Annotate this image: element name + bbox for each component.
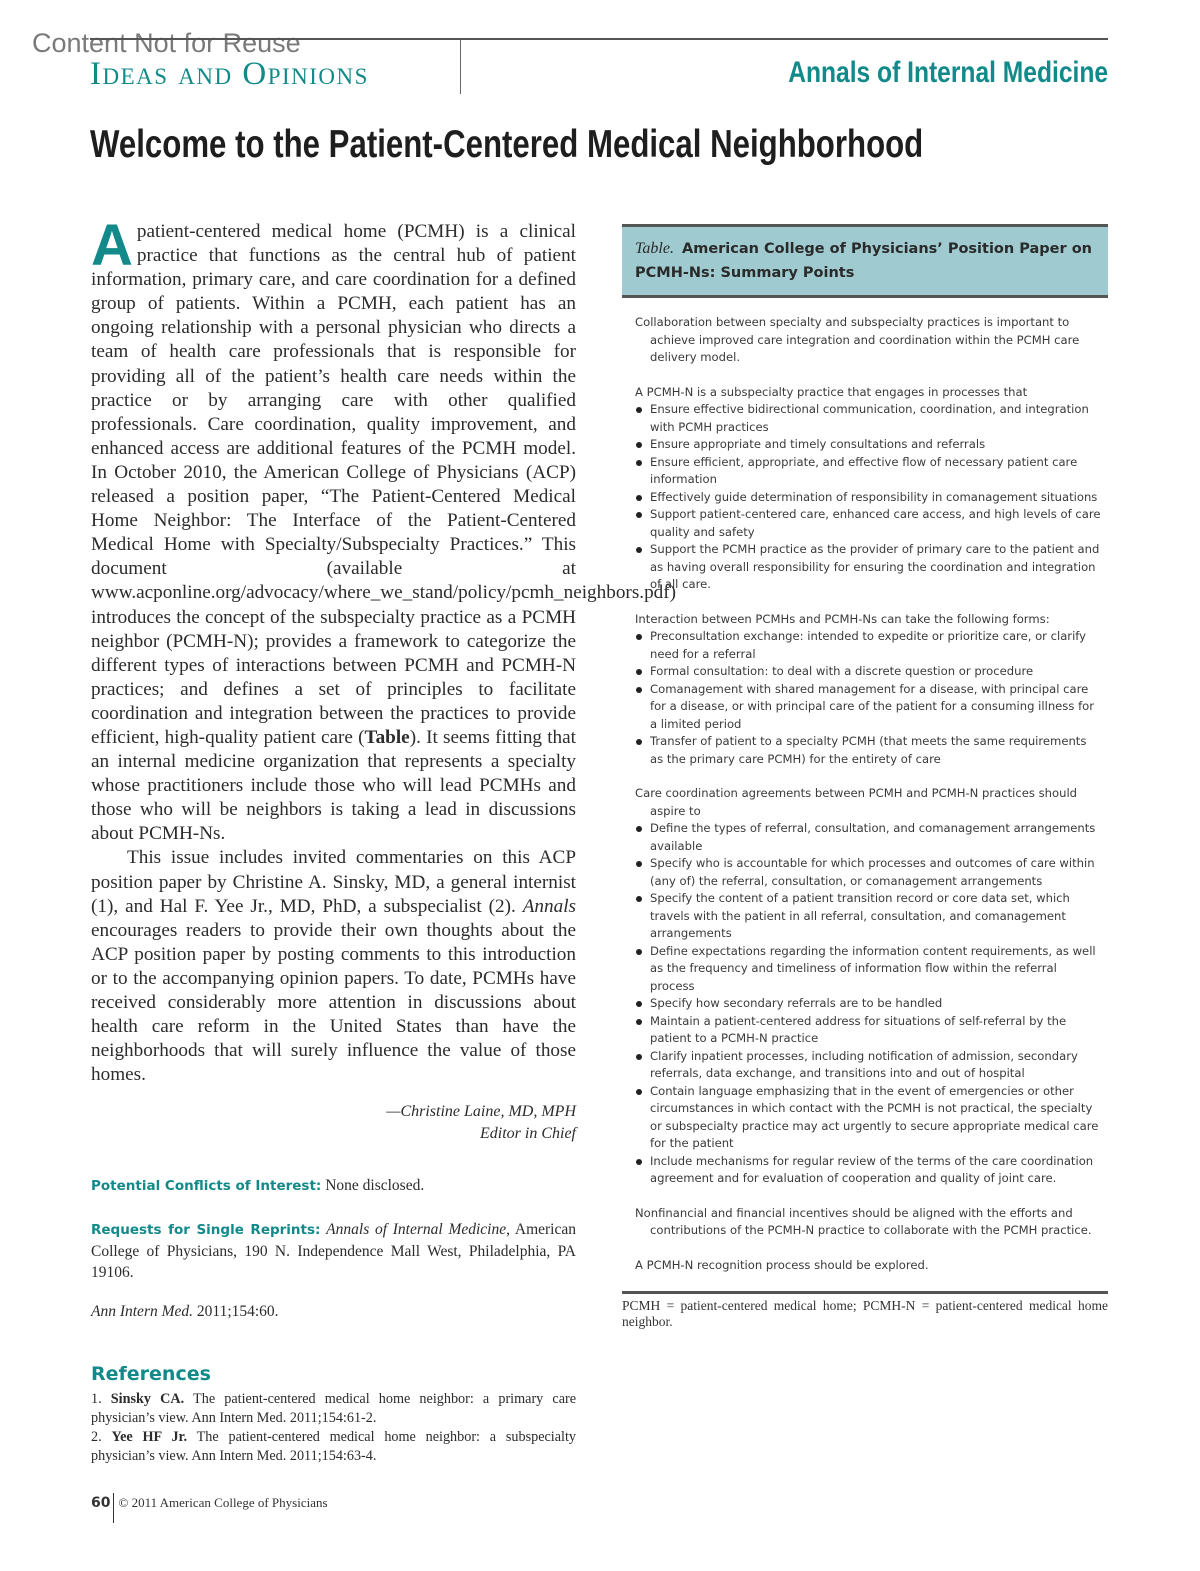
table-bullet-item: Ensure appropriate and timely consultations and referrals bbox=[635, 436, 1102, 454]
summary-table bbox=[622, 224, 1108, 1330]
table-body bbox=[622, 298, 1108, 1274]
table-group-lead: Care coordination agreements between PCMH and PCMH-N practices should aspire to bbox=[635, 786, 1078, 818]
table-bullet-item: Comanagement with shared management for a disease, with principal care for a disease, or with principal care of the patient for a consuming illness for a limited period bbox=[635, 681, 1102, 734]
table-bullet-list bbox=[635, 628, 1102, 768]
table-group bbox=[635, 314, 1102, 367]
table-group bbox=[635, 1205, 1102, 1240]
table-bullet-item: Maintain a patient-centered address for situations of self-referral by the patient to a PCMH-N practice bbox=[635, 1013, 1102, 1048]
table-bullet-item: Ensure effective bidirectional communication, coordination, and integration with PCMH practices bbox=[635, 401, 1102, 436]
journal-name: Annals of Internal Medicine bbox=[788, 56, 1108, 89]
signature bbox=[91, 1101, 576, 1145]
table-bullet-item: Specify the content of a patient transition record or core data set, which travels with the patient in all referral, consultation, and comanagement arrangements bbox=[635, 890, 1102, 943]
signature-title: Editor in Chief bbox=[480, 1125, 576, 1143]
table-bullet-list bbox=[635, 820, 1102, 1188]
table-label: Table. bbox=[635, 240, 674, 257]
table-bullet-item: Contain language emphasizing that in the event of emergencies or other circumstances in which contact with the PCMH is not practical, the specialty or subspecialty practice may act urgently to secure appropriate medical care for the patient bbox=[635, 1083, 1102, 1153]
header-rule bbox=[90, 38, 1108, 40]
article-title: Welcome to the Patient-Centered Medical Neighborhood bbox=[90, 123, 924, 166]
paragraph-1: A patient-centered medical home (PCMH) is a clinical practice that functions as the central hub of patient information, primary care, and care coordination for a defined group of patients. Within a PCMH, each patient has an ongoing relationship with a personal physician who directs a team of health care professionals that is responsible for providing all of the patient’s health care needs within the practice or by arranging care with other qualified professionals. Care coordination, quality improvement, and enhanced access are additional features of the PCMH model. In October 2010, the American College of Physicians (ACP) released a position paper, “The Patient-Centered Medical Home Neighbor: The Interface of the Patient-Centered Medical Home with Specialty/Subspecialty Practices.” This document (available at www.acponline.org/advocacy/where_we_stand/policy/pcmh_neighbors.pdf) introduces the concept of the subspecialty practice as a PCMH neighbor (PCMH-N); provides a framework to categorize the different types of interactions between PCMH and PCMH-N practices; and defines a set of principles to facilitate coordination and integration between the practices to provide efficient, high-quality patient care (Table). It seems fitting that an internal medicine organization that represents a specialty whose practitioners include those who will lead PCMHs and those who will be neighbors is taking a lead in discussions about PCMH-Ns. bbox=[91, 213, 677, 845]
references-heading: References bbox=[91, 1363, 211, 1386]
table-group-lead: Interaction between PCMHs and PCMH-Ns can take the following forms: bbox=[635, 611, 1050, 626]
table-group bbox=[635, 1257, 1102, 1275]
table-bullet-item: Define expectations regarding the information content requirements, as well as the frequency and timeliness of information flow within the referral process bbox=[635, 943, 1102, 996]
conflicts-statement: Potential Conflicts of Interest: None disclosed. bbox=[91, 1177, 425, 1195]
table-group bbox=[635, 611, 1102, 769]
table-group-lead: Collaboration between specialty and subspecialty practices is important to achieve improved care integration and coordination within the PCMH care delivery model. bbox=[635, 315, 1080, 364]
reprints-statement: Requests for Single Reprints: Annals of Internal Medicine, American College of Physicians, 190 N. Independence Mall West, Philadelphia, PA 19106. bbox=[91, 1221, 576, 1282]
references-section bbox=[91, 1362, 576, 1466]
copyright: © 2011 American College of Physicians bbox=[118, 1495, 328, 1510]
table-bullet-item: Formal consultation: to deal with a discrete question or procedure bbox=[635, 663, 1102, 681]
table-bullet-item: Transfer of patient to a specialty PCMH (that meets the same requirements as the primary care PCMH) for the entirety of care bbox=[635, 733, 1102, 768]
table-title: American College of Physicians’ Position Paper on PCMH-Ns: Summary Points bbox=[635, 241, 1092, 281]
citation: Ann Intern Med. 2011;154:60. bbox=[91, 1303, 279, 1321]
table-bullet-item: Ensure efficient, appropriate, and effective flow of necessary patient care information bbox=[635, 454, 1102, 489]
paragraph-2: This issue includes invited commentaries on this ACP position paper by Christine A. Sinsky, MD, a general internist (1), and Hal F. Yee Jr., MD, PhD, a subspecialist (2). Annals encourages readers to provide their own thoughts about the ACP position paper by posting comments to this introduction or to the accompanying opinion papers. To date, PCMHs have received considerably more attention in discussions about health care reform in the United States than have the neighborhoods that will surely influence the value of those homes. bbox=[91, 847, 576, 1086]
table-group-lead: A PCMH-N is a subspecialty practice that engages in processes that bbox=[635, 384, 1028, 399]
table-bullet-list bbox=[635, 401, 1102, 594]
table-link[interactable]: Table bbox=[364, 726, 410, 748]
section-label: Ideas and Opinions bbox=[90, 56, 369, 92]
page-footer bbox=[91, 1493, 328, 1523]
table-bullet-item: Clarify inpatient processes, including notification of admission, secondary referrals, data exchange, and transitions into and out of hospital bbox=[635, 1048, 1102, 1083]
signature-name: —Christine Laine, MD, MPH bbox=[386, 1103, 576, 1121]
table-bullet-item: Specify who is accountable for which processes and outcomes of care within (any of) the referral, consultation, or comanagement arrangements bbox=[635, 855, 1102, 890]
drop-cap: A bbox=[91, 213, 133, 278]
table-bullet-item: Define the types of referral, consultation, and comanagement arrangements available bbox=[635, 820, 1102, 855]
table-header bbox=[622, 224, 1108, 298]
article-body bbox=[91, 213, 677, 1466]
table-bullet-item: Specify how secondary referrals are to be handled bbox=[635, 995, 1102, 1013]
watermark: Content Not for Reuse bbox=[32, 28, 301, 58]
table-group-lead: Nonfinancial and financial incentives should be aligned with the efforts and contributions of the PCMH-N practice to collaborate with the PCMH practice. bbox=[635, 1205, 1092, 1237]
table-bullet-item: Effectively guide determination of responsibility in comanagement situations bbox=[635, 489, 1102, 507]
table-bullet-item: Include mechanisms for regular review of the terms of the care coordination agreement and for evaluation of cooperation and quality of joint care. bbox=[635, 1153, 1102, 1188]
table-group-lead: A PCMH-N recognition process should be explored. bbox=[635, 1257, 929, 1272]
table-bullet-item: Support the PCMH practice as the provider of primary care to the patient and as having overall responsibility for ensuring the coordination and integration of all care. bbox=[635, 541, 1102, 594]
page-number: 60 bbox=[91, 1493, 114, 1523]
table-group bbox=[635, 785, 1102, 1188]
reference-item: 2. Yee HF Jr. The patient-centered medical home neighbor: a subspecialty physician’s view. Ann Intern Med. 2011;154:63-4. bbox=[91, 1429, 577, 1465]
table-group bbox=[635, 384, 1102, 594]
header-divider bbox=[460, 40, 461, 94]
table-footnote: PCMH = patient-centered medical home; PCMH-N = patient-centered medical home neighbor. bbox=[622, 1298, 1108, 1329]
reference-item: 1. Sinsky CA. The patient-centered medical home neighbor: a primary care physician’s view. Ann Intern Med. 2011;154:61-2. bbox=[91, 1391, 577, 1427]
table-bullet-item: Support patient-centered care, enhanced care access, and high levels of care quality and safety bbox=[635, 506, 1102, 541]
table-bullet-item: Preconsultation exchange: intended to expedite or prioritize care, or clarify need for a referral bbox=[635, 628, 1102, 663]
